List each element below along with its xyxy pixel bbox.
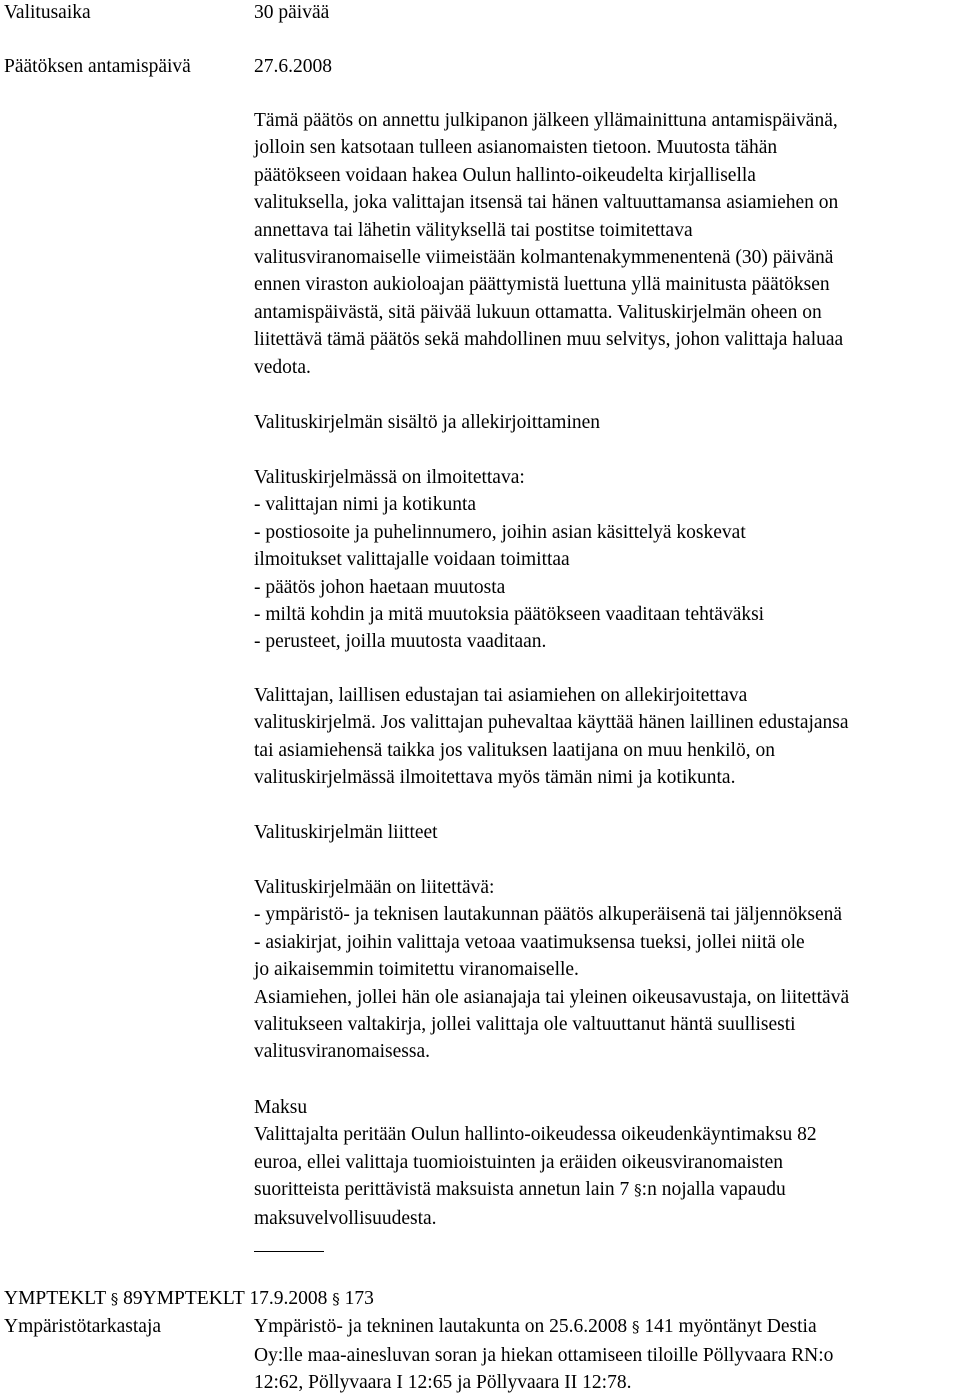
text-line: Asiamiehen, jollei hän ole asianajaja tai yleinen oikeusavustaja, on liitettävä bbox=[254, 986, 850, 1008]
decision-line bbox=[4, 1313, 958, 1341]
separator-rule bbox=[254, 1251, 324, 1252]
decision-segment: 141 myöntänyt Destia bbox=[639, 1316, 817, 1338]
text-line: annettava tai lähetin välityksellä tai postitse toimitettava bbox=[254, 219, 693, 241]
list-item: - ympäristö- ja teknisen lautakunnan päätös alkuperäisenä tai jäljennöksenä bbox=[254, 904, 843, 926]
text-segment: :n nojalla vapaudu bbox=[641, 1179, 786, 1201]
list-item: - miltä kohdin ja mitä muutoksia päätökseen vaaditaan tehtäväksi bbox=[254, 604, 765, 626]
list-item: - asiakirjat, joihin valittaja vetoaa vaatimuksensa tueksi, jollei niitä ole bbox=[254, 931, 805, 953]
section-sign: § bbox=[632, 1318, 640, 1337]
text-line: antamispäivästä, sitä päivää lukuun ottamatta. Valituskirjelmän oheen on bbox=[254, 301, 822, 323]
section-sign: § bbox=[634, 1181, 642, 1200]
text-line: valituskirjelmä. Jos valittajan puhevaltaa käyttää hänen laillinen edustajansa bbox=[254, 712, 849, 734]
decision-date-value: 27.6.2008 bbox=[254, 56, 332, 77]
section-sign: § bbox=[110, 1290, 119, 1308]
list-item: - perusteet, joilla muutosta vaaditaan. bbox=[254, 631, 547, 653]
text-line: maksuvelvollisuudesta. bbox=[254, 1207, 437, 1229]
text-line: valitusviranomaiselle viimeistään kolmantenakymmenentenä (30) päivänä bbox=[254, 247, 834, 269]
list-item: - postiosoite ja puhelinnumero, joihin asian käsittelyä koskevat bbox=[254, 521, 746, 543]
text-line: valitusviranomaisessa. bbox=[254, 1041, 431, 1063]
fee-section bbox=[254, 1094, 958, 1232]
text-segment: suoritteista perittävistä maksuista annetun lain 7 bbox=[254, 1179, 635, 1201]
text-line: Valittajalta peritään Oulun hallinto-oikeudessa oikeudenkäyntimaksu 82 bbox=[254, 1124, 817, 1146]
decision-segment: Ympäristö- ja tekninen lautakunta on 25.6.2008 bbox=[254, 1316, 633, 1338]
ref-segment: 89YMPTEKLT 17.9.2008 bbox=[118, 1288, 333, 1309]
text-line: Valittajan, laillisen edustajan tai asiamiehen on allekirjoitettava bbox=[254, 685, 748, 706]
signing-paragraph bbox=[254, 682, 958, 792]
text-line: Tämä päätös on annettu julkipanon jälkeen yllämainittuna antamispäivänä, bbox=[254, 110, 838, 131]
text-line: euroa, ellei valittaja tuomioistuinten ja eräiden oikeusviranomaisten bbox=[254, 1151, 784, 1173]
ref-segment: YMPTEKLT bbox=[4, 1288, 111, 1309]
content-section-heading: Valituskirjelmän sisältö ja allekirjoittaminen bbox=[254, 412, 601, 433]
text-line: ilmoitukset valittajalle voidaan toimittaa bbox=[254, 549, 570, 571]
footer-block bbox=[4, 1285, 958, 1397]
appeal-period-label: Valitusaika bbox=[4, 2, 91, 23]
decision-date-label: Päätöksen antamispäivä bbox=[4, 56, 191, 77]
appeal-period-value: 30 päivää bbox=[254, 2, 330, 23]
text-line: ennen viraston aukioloajan päättymistä luettuna yllä mainitusta päätöksen bbox=[254, 274, 830, 296]
text-line: päätökseen voidaan hakea Oulun hallinto-oikeudelta kirjallisella bbox=[254, 164, 756, 186]
role-label: Ympäristötarkastaja bbox=[4, 1316, 162, 1338]
text-line: valituksella, joka valittajan itsensä tai hänen valtuuttamansa asiamiehen on bbox=[254, 192, 839, 214]
decision-line: Oy:lle maa-ainesluvan soran ja hiekan ottamiseen tiloille Pöllyvaara RN:o bbox=[254, 1344, 834, 1366]
text-line: Valituskirjelmään on liitettävä: bbox=[254, 877, 495, 898]
reference-line bbox=[4, 1285, 958, 1313]
text-line: tai asiamiehensä taikka jos valituksen laatijana on muu henkilö, on bbox=[254, 739, 775, 761]
content-requirements bbox=[254, 464, 958, 656]
text-line: valituskirjelmässä ilmoitettava myös tämän nimi ja kotikunta. bbox=[254, 767, 736, 789]
ref-segment: 173 bbox=[339, 1288, 374, 1309]
list-item: - valittajan nimi ja kotikunta bbox=[254, 494, 477, 516]
intro-paragraph bbox=[254, 107, 958, 381]
text-line: Valituskirjelmässä on ilmoitettava: bbox=[254, 467, 525, 488]
fee-heading: Maksu bbox=[254, 1097, 308, 1118]
text-line: jo aikaisemmin toimitettu viranomaiselle. bbox=[254, 959, 579, 981]
text-line: vedota. bbox=[254, 356, 311, 378]
attachments-section-heading: Valituskirjelmän liitteet bbox=[254, 822, 438, 843]
attachments-requirements bbox=[254, 874, 958, 1066]
text-line: jolloin sen katsotaan tulleen asianomaisten tietoon. Muutosta tähän bbox=[254, 137, 778, 159]
text-line: liitettävä tämä päätös sekä mahdollinen muu selvitys, johon valittaja haluaa bbox=[254, 329, 844, 351]
decision-line: 12:62, Pöllyvaara I 12:65 ja Pöllyvaara II 12:78. bbox=[254, 1372, 632, 1394]
list-item: - päätös johon haetaan muutosta bbox=[254, 576, 506, 598]
text-line bbox=[254, 1176, 958, 1204]
section-sign: § bbox=[332, 1290, 340, 1308]
text-line: valitukseen valtakirja, jollei valittaja ole valtuuttanut häntä suullisesti bbox=[254, 1014, 796, 1036]
